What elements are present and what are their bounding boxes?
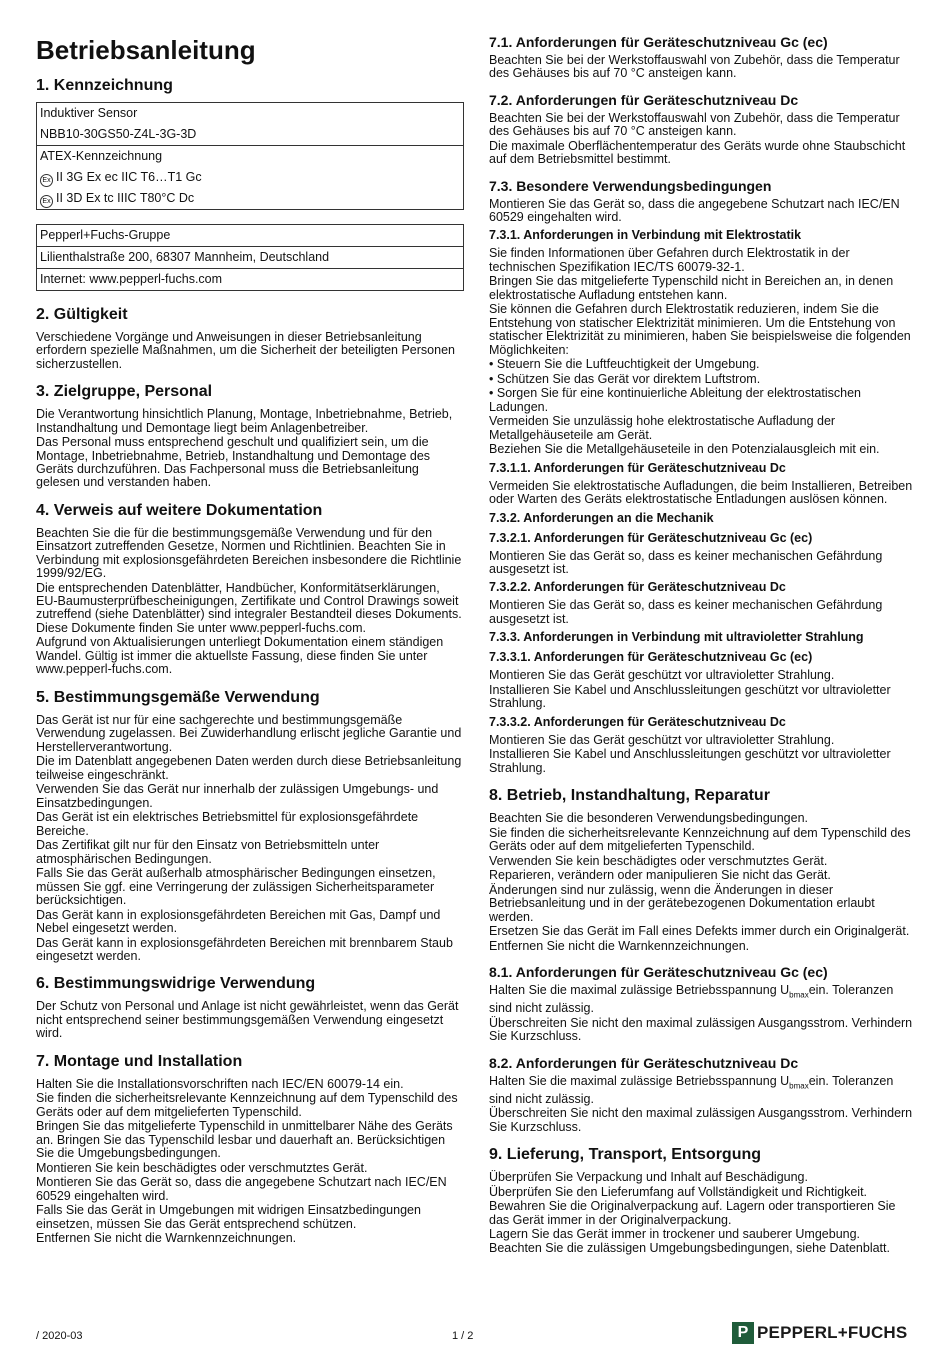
section-7: [36, 1052, 464, 1246]
section-6: [36, 974, 464, 1040]
text-part: Halten Sie die maximal zulässige Betriebsspannung U: [489, 1073, 790, 1088]
text-part: Halten Sie die maximal zulässige Betriebsspannung U: [489, 983, 790, 998]
section-7-3-2-2-title: 7.3.2.2. Anforderungen für Geräteschutzniveau Dc: [489, 580, 786, 595]
paragraph: Montieren Sie kein beschädigtes oder verschmutztes Gerät.: [36, 1160, 368, 1175]
section-2-title: 2. Gültigkeit: [36, 306, 128, 323]
paragraph: Montieren Sie das Gerät so, dass es keiner mechanischen Gefährdung ausgesetzt ist.: [489, 598, 883, 626]
section-7-1: [489, 34, 913, 81]
paragraph: Bewahren Sie die Originalverpackung auf. Lagern oder transportieren Sie das Gerät immer in der Originalverpackung.: [489, 1199, 896, 1227]
footer-date: / 2020-03: [36, 1330, 83, 1342]
paragraph: Das Gerät ist nur für eine sachgerechte und bestimmungsgemäße Verwendung zugelassen. Bei Zuwiderhandlung erlischt jegliche Garantie und Herstellerverantwortung.: [36, 712, 462, 754]
paragraph: [489, 1075, 913, 1106]
section-8-2: [489, 1055, 913, 1134]
paragraph: Das Personal muss entsprechend geschult und qualifiziert sein, um die Montage, Inbetriebnahme, Betrieb, Instandhaltung und Demontage des Geräts durchzuführen. Das Fachpersonal muss die Betriebsanleitung gelesen und verstanden haben.: [36, 435, 431, 490]
paragraph: [489, 984, 913, 1015]
document-title: Betriebsanleitung: [36, 35, 256, 65]
paragraph: Sie finden die sicherheitsrelevante Kennzeichnung auf dem Typenschild des Geräts oder auf dem mitgelieferten Typenschild.: [36, 1091, 458, 1119]
section-6-title: 6. Bestimmungswidrige Verwendung: [36, 975, 316, 993]
subscript: bmax: [789, 990, 809, 1000]
paragraph: Änderungen sind nur zulässig, wenn die Änderungen in dieser Betriebsanleitung und in der gerätebezogenen Dokumentation erlaubt werden.: [489, 882, 875, 924]
paragraph: Beachten Sie die besonderen Verwendungsbedingungen.: [489, 811, 809, 826]
paragraph: Das Zertifikat gilt nur für den Einsatz von Betriebsmitteln unter atmosphärischen Bedingungen.: [36, 838, 380, 866]
section-5-title: 5. Bestimmungsgemäße Verwendung: [36, 688, 320, 706]
section-7-3-3-2-title: 7.3.3.2. Anforderungen für Geräteschutzniveau Dc: [489, 714, 786, 729]
bullet-item: • Steuern Sie die Luftfeuchtigkeit der Umgebung.: [489, 358, 913, 371]
section-8: [489, 786, 913, 953]
ex-icon: Ex: [40, 174, 53, 187]
section-7-title: 7. Montage und Installation: [36, 1052, 243, 1070]
paragraph: Montieren Sie das Gerät so, dass die angegebene Schutzart nach IEC/EN 60529 eingehalten wird.: [489, 196, 900, 225]
section-7-1-title: 7.1. Anforderungen für Geräteschutzniveau Gc (ec): [489, 34, 828, 50]
paragraph: Beachten Sie bei der Werkstoffauswahl von Zubehör, dass die Temperatur des Gehäuses bis auf 70 °C ansteigen kann.: [489, 110, 900, 139]
section-1-title: 1. Kennzeichnung: [36, 77, 173, 94]
paragraph: Überprüfen Sie Verpackung und Inhalt auf Beschädigung.: [489, 1169, 808, 1184]
paragraph: Bringen Sie das mitgelieferte Typenschild in unmittelbarer Nähe des Geräts an. Bringen Sie das Typenschild lesbar und dauerhaft an. Berücksichtigen Sie die Umgebungsbedingungen.: [36, 1119, 453, 1160]
paragraph: Vermeiden Sie elektrostatische Aufladungen, die beim Installieren, Betreiben oder Warten des Geräts elektrostatische Entladungen auslösen können.: [489, 478, 913, 507]
paragraph: Ersetzen Sie das Gerät im Fall eines Defekts immer durch ein Originalgerät.: [489, 924, 910, 939]
paragraph: Beziehen Sie die Metallgehäuseteile in den Potenzialausgleich mit ein.: [489, 442, 880, 457]
section-8-title: 8. Betrieb, Instandhaltung, Reparatur: [489, 787, 770, 805]
paragraph: Die maximale Oberflächentemperatur des Geräts wurde ohne Staubschicht auf dem Betriebsmittel bestimmt.: [489, 138, 906, 167]
manufacturer-box: [36, 224, 464, 291]
paragraph: Die entsprechenden Datenblätter, Handbücher, Konformitätserklärungen, EU-Baumusterprüfbescheinigungen, Zertifikate und Control Drawings soweit zutreffend (siehe Datenblätter) sind integraler Bestandteil dieses Dokuments. Diese Dokumente finden Sie unter www.pepperl-fuchs.com.: [36, 580, 462, 635]
section-7-3-3-title: 7.3.3. Anforderungen in Verbindung mit ultravioletter Strahlung: [489, 630, 864, 645]
paragraph: Installieren Sie Kabel und Anschlussleitungen geschützt vor ultravioletter Strahlung.: [489, 747, 891, 775]
section-2: [36, 305, 464, 371]
paragraph: Der Schutz von Personal und Anlage ist nicht gewährleistet, wenn das Gerät nicht entsprechend seiner bestimmungsgemäßen Verwendung eingesetzt wird.: [36, 999, 459, 1041]
right-column: [489, 34, 913, 1266]
section-7-2: [489, 92, 913, 167]
footer-page-number: 1 / 2: [452, 1330, 474, 1342]
atex-dust-marking: [37, 188, 463, 209]
paragraph: Überschreiten Sie nicht den maximal zulässigen Ausgangsstrom. Verhindern Sie Kurzschluss.: [489, 1015, 913, 1044]
paragraph: Überprüfen Sie den Lieferumfang auf Vollständigkeit und Richtigkeit.: [489, 1184, 868, 1199]
paragraph: Reparieren, verändern oder manipulieren Sie nicht das Gerät.: [489, 868, 831, 883]
section-9-title: 9. Lieferung, Transport, Entsorgung: [489, 1145, 762, 1163]
section-4-title: 4. Verweis auf weitere Dokumentation: [36, 501, 323, 519]
paragraph: Die Verantwortung hinsichtlich Planung, Montage, Inbetriebnahme, Betrieb, Instandhaltung und Demontage liegt beim Anlagenbetreiber.: [36, 407, 453, 435]
paragraph: Entfernen Sie nicht die Warnkennzeichnungen.: [36, 1231, 297, 1246]
paragraph: Aufgrund von Aktualisierungen unterliegt Dokumentation einem ständigen Wandel. Gültig ist immer die aktuellste Fassung, diese finden Sie unter www.pepperl-fuchs.com.: [36, 635, 444, 677]
atex-dust-text: II 3D Ex tc IIIC T80°C Dc: [56, 191, 195, 205]
section-8-1-title: 8.1. Anforderungen für Geräteschutzniveau Gc (ec): [489, 964, 828, 981]
paragraph: Entfernen Sie nicht die Warnkennzeichnungen.: [489, 938, 750, 953]
text-part: ein. Toleranzen sind nicht zulässig.: [489, 1073, 894, 1106]
paragraph: Installieren Sie Kabel und Anschlussleitungen geschützt vor ultravioletter Strahlung.: [489, 682, 891, 711]
section-7-2-title: 7.2. Anforderungen für Geräteschutzniveau Dc: [489, 91, 799, 108]
paragraph: Vermeiden Sie unzulässig hohe elektrostatische Aufladung der Metallgehäuseteile am Gerät.: [489, 414, 836, 442]
subscript: bmax: [789, 1081, 809, 1091]
paragraph: Lagern Sie das Gerät immer in trockener und sauberer Umgebung. Beachten Sie die zulässigen Umgebungsbedingungen, siehe Datenblatt.: [489, 1227, 890, 1255]
paragraph: Verschiedene Vorgänge und Anweisungen in dieser Betriebsanleitung erfordern spezielle Maßnahmen, um die Sicherheit der beteiligten Personen sicherzustellen.: [36, 330, 455, 371]
paragraph: Die im Datenblatt angegebenen Daten werden durch diese Betriebsanleitung teilweise eingeschränkt.: [36, 754, 462, 782]
section-7-3-2-title: 7.3.2. Anforderungen an die Mechanik: [489, 510, 714, 525]
section-7-3-1-1-title: 7.3.1.1. Anforderungen für Geräteschutzniveau Dc: [489, 460, 786, 475]
text-part: ein. Toleranzen sind nicht zulässig.: [489, 983, 894, 1016]
product-type: Induktiver Sensor: [40, 106, 138, 120]
paragraph: Verwenden Sie das Gerät nur innerhalb der zulässigen Umgebungs- und Einsatzbedingungen.: [36, 782, 439, 810]
paragraph: Das Gerät kann in explosionsgefährdeten Bereichen mit brennbarem Staub eingesetzt werden.: [36, 935, 453, 963]
section-4: [36, 501, 464, 677]
section-8-2-title: 8.2. Anforderungen für Geräteschutzniveau Dc: [489, 1054, 799, 1071]
section-7-3: [489, 178, 913, 775]
logo-mark-icon: P: [732, 1322, 754, 1344]
paragraph: Sie finden Informationen über Gefahren durch Elektrostatik in der technischen Spezifikation IEC/TS 60079-32-1.: [489, 246, 850, 274]
paragraph: Das Gerät ist ein elektrisches Betriebsmittel für explosionsgefährdete Bereiche.: [36, 810, 419, 838]
bullet-item: • Sorgen Sie für eine kontinuierliche Ableitung der elektrostatischen Ladungen.: [489, 387, 913, 414]
paragraph: Montieren Sie das Gerät so, dass die angegebene Schutzart nach IEC/EN 60529 eingehalten wird.: [36, 1175, 447, 1203]
paragraph: Montieren Sie das Gerät geschützt vor ultravioletter Strahlung.: [489, 668, 835, 683]
section-7-3-title: 7.3. Besondere Verwendungsbedingungen: [489, 177, 772, 194]
section-3-title: 3. Zielgruppe, Personal: [36, 383, 213, 401]
paragraph: Verwenden Sie kein beschädigtes oder verschmutztes Gerät.: [489, 853, 828, 868]
paragraph: Überschreiten Sie nicht den maximal zulässigen Ausgangsstrom. Verhindern Sie Kurzschluss.: [489, 1106, 913, 1134]
ex-icon: Ex: [40, 195, 53, 208]
section-8-1: [489, 964, 913, 1043]
paragraph: Beachten Sie die für die bestimmungsgemäße Verwendung und für den Einsatzort zutreffenden Gesetze, Normen und Richtlinien. Beachten Sie in Verbindung mit explosionsgefährdeten Bereichen insbesondere die Richtlinie 1999/92/EG.: [36, 525, 462, 581]
paragraph: Falls Sie das Gerät außerhalb atmosphärischer Bedingungen einsetzen, müssen Sie ggf. eine Verringerung der zulässigen Sicherheitsparameter berücksichtigen.: [36, 866, 436, 907]
paragraph: Sie können die Gefahren durch Elektrostatik reduzieren, indem Sie die Entstehung von statischer Elektrizität minimieren. Um die Entstehung von statischer Elektrizität zu minimieren, haben Sie beispielsweise die folgenden Möglichkeiten:: [489, 302, 911, 357]
section-5: [36, 688, 464, 964]
atex-label: ATEX-Kennzeichnung: [40, 149, 163, 163]
company-address: Lilienthalstraße 200, 68307 Mannheim, Deutschland: [37, 247, 463, 269]
paragraph: Halten Sie die Installationsvorschriften nach IEC/EN 60079-14 ein.: [36, 1076, 404, 1091]
left-column: [36, 34, 464, 1257]
section-9: [489, 1145, 913, 1255]
product-marking-box: [36, 102, 464, 210]
company-website: Internet: www.pepperl-fuchs.com: [40, 272, 223, 286]
paragraph: Das Gerät kann in explosionsgefährdeten Bereichen mit Gas, Dampf und Nebel eingesetzt werden.: [36, 907, 441, 935]
section-7-3-1-title: 7.3.1. Anforderungen in Verbindung mit Elektrostatik: [489, 228, 802, 243]
paragraph: Bringen Sie das mitgelieferte Typenschild nicht in Bereichen an, in denen elektrostatische Aufladung entstehen kann.: [489, 274, 894, 302]
paragraph: Falls Sie das Gerät in Umgebungen mit widrigen Einsatzbedingungen einsetzen, müssen Sie das Gerät entsprechend schützen.: [36, 1203, 421, 1231]
product-code: NBB10-30GS50-Z4L-3G-3D: [37, 124, 463, 146]
section-7-3-3-1-title: 7.3.3.1. Anforderungen für Geräteschutzniveau Gc (ec): [489, 650, 813, 665]
section-7-3-2-1-title: 7.3.2.1. Anforderungen für Geräteschutzniveau Gc (ec): [489, 530, 813, 545]
paragraph: Montieren Sie das Gerät geschützt vor ultravioletter Strahlung.: [489, 732, 835, 747]
logo-text: PEPPERL+FUCHS: [757, 1323, 908, 1342]
company-name: Pepperl+Fuchs-Gruppe: [37, 225, 463, 247]
section-3: [36, 382, 464, 490]
atex-gas-text: II 3G Ex ec IIC T6…T1 Gc: [56, 170, 202, 184]
paragraph: Sie finden die sicherheitsrelevante Kennzeichnung auf dem Typenschild des Geräts oder auf dem mitgelieferten Typenschild.: [489, 825, 911, 854]
atex-gas-marking: [37, 167, 463, 188]
bullet-item: • Schützen Sie das Gerät vor direktem Luftstrom.: [489, 373, 913, 386]
paragraph: Beachten Sie bei der Werkstoffauswahl von Zubehör, dass die Temperatur des Gehäuses bis auf 70 °C ansteigen kann.: [489, 53, 900, 81]
company-logo: [732, 1322, 907, 1344]
paragraph: Montieren Sie das Gerät so, dass es keiner mechanischen Gefährdung ausgesetzt ist.: [489, 548, 883, 577]
